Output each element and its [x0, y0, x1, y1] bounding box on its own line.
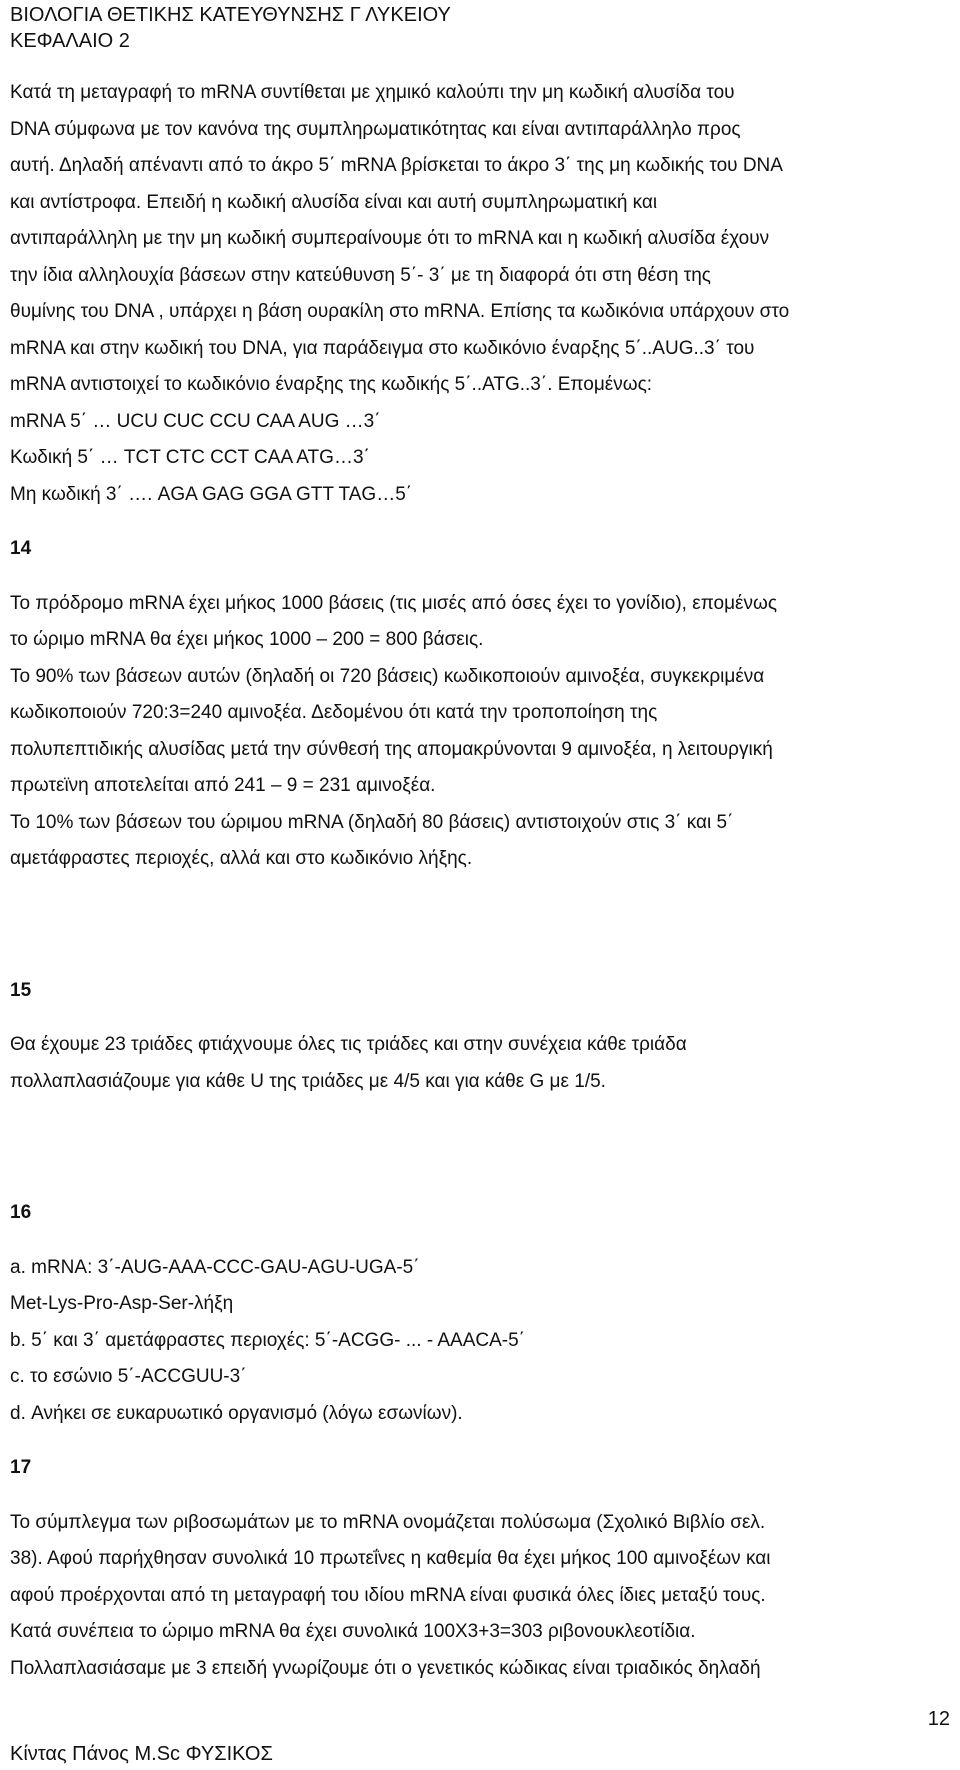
sequence-line-noncoding: Μη κωδική 3΄ …. AGA GAG GGA GTT TAG…5΄: [10, 483, 413, 505]
section-heading-17: 17: [10, 1457, 32, 1478]
section-heading-15: 15: [10, 979, 32, 1001]
text-line: αμετάφραστες περιοχές, αλλά και στο κωδικόνιο λήξης.: [10, 848, 473, 869]
text-line: DNA σύμφωνα με τον κανόνα της συμπληρωματικότητας και είναι αντιπαράλληλο προς: [10, 118, 741, 140]
text-line: Θα έχουμε 23 τριάδες φτιάχνουμε όλες τις τριάδες και στην συνέχεια κάθε τριάδα: [10, 1034, 687, 1055]
page-number: 12: [927, 1708, 950, 1730]
text-line: Πολλαπλασιάσαμε με 3 επειδή γνωρίζουμε ότι ο γενετικός κώδικας είναι τριαδικός δηλαδή: [10, 1657, 761, 1679]
page-header: [10, 2, 451, 54]
section-heading-14: 14: [10, 538, 32, 559]
document-body: [10, 75, 950, 1687]
text-line: Κατά συνέπεια το ώριμο mRNA θα έχει συνολικά 100Χ3+3=303 ριβονουκλεοτίδια.: [10, 1621, 696, 1642]
text-line: πρωτεϊνη αποτελείται από 241 – 9 = 231 αμινοξέα.: [10, 775, 436, 796]
text-line: πολυπεπτιδικής αλυσίδας μετά την σύνθεσή της απομακρύνονται 9 αμινοξέα, η λειτουργική: [10, 738, 773, 760]
text-line: Το 90% των βάσεων αυτών (δηλαδή οι 720 βάσεις) κωδικοποιούν αμινοξέα, συγκεκριμένα: [10, 665, 765, 687]
text-line: και αντίστροφα. Επειδή η κωδική αλυσίδα είναι και αυτή συμπληρωματική και: [10, 191, 658, 213]
text-line: πολλαπλασιάζουμε για κάθε U της τριάδες με 4/5 και για κάθε G με 1/5.: [10, 1070, 606, 1092]
text-line: Το σύμπλεγμα των ριβοσωμάτων με το mRNA ονομάζεται πολύσωμα (Σχολικό Βιβλίο σελ.: [10, 1511, 766, 1533]
section-17-body: [10, 1505, 950, 1688]
text-line: mRNA και στην κωδική του DNA, για παράδειγμα στο κωδικόνιο έναρξης 5΄..AUG..3΄ του: [10, 337, 755, 359]
text-line: Κατά τη μεταγραφή το mRNA συντίθεται με χημικό καλούπι την μη κωδική αλυσίδα του: [10, 82, 735, 103]
intro-paragraph: [10, 75, 950, 513]
section-16-body: [10, 1250, 950, 1433]
section-14-body: [10, 586, 950, 878]
text-line: Το πρόδρομο mRNA έχει μήκος 1000 βάσεις (τις μισές από όσες έχει το γονίδιο), επομένως: [10, 592, 778, 614]
page-footer: Κίντας Πάνος M.Sc ΦΥΣΙΚΟΣ: [10, 1743, 273, 1765]
sequence-line-coding: Κωδική 5΄ … TCT CTC CCT CAA ATG…3΄: [10, 447, 370, 468]
text-line: b. 5΄ και 3΄ αμετάφραστες περιοχές: 5΄-ACGG- ... - AAACA-5΄: [10, 1329, 526, 1351]
text-line: Το 10% των βάσεων του ώριμου mRNA (δηλαδή 80 βάσεις) αντιστοιχούν στις 3΄ και 5΄: [10, 811, 734, 833]
text-line: c. το εσώνιο 5΄-ACCGUU-3΄: [10, 1366, 247, 1387]
sequence-line-mrna: mRNA 5΄ … UCU CUC CCU CAA AUG …3΄: [10, 410, 381, 432]
text-line: αφού προέρχονται από τη μεταγραφή του ιδίου mRNA είναι φυσικά όλες ίδιες μεταξύ τους.: [10, 1584, 766, 1606]
text-line: το ώριμο mRNA θα έχει μήκος 1000 – 200 = 800 βάσεις.: [10, 629, 484, 650]
text-line: d. Ανήκει σε ευκαρυωτικό οργανισμό (λόγω εσωνίων).: [10, 1402, 463, 1424]
section-heading-16: 16: [10, 1202, 32, 1223]
text-line: Met-Lys-Pro-Asp-Ser-λήξη: [10, 1293, 234, 1314]
text-line: a. mRNA: 3΄-AUG-AAA-CCC-GAU-AGU-UGA-5΄: [10, 1256, 420, 1278]
text-line: αυτή. Δηλαδή απέναντι από το άκρο 5΄ mRNA βρίσκεται το άκρο 3΄ της μη κωδικής του DNA: [10, 155, 783, 176]
text-line: την ίδια αλληλουχία βάσεων στην κατεύθυνση 5΄- 3΄ με τη διαφορά ότι στη θέση της: [10, 264, 711, 286]
text-line: αντιπαράλληλη με την μη κωδική συμπεραίνουμε ότι το mRNA και η κωδική αλυσίδα έχουν: [10, 228, 770, 249]
header-subject: ΒΙΟΛΟΓΙΑ ΘΕΤΙΚΗΣ ΚΑΤΕΥΘΥΝΣΗΣ Γ ΛΥΚΕΙΟΥ: [10, 4, 451, 26]
text-line: θυμίνης του DNA , υπάρχει η βάση ουρακίλη στο mRNA. Επίσης τα κωδικόνια υπάρχουν στο: [10, 301, 790, 322]
text-line: mRNA αντιστοιχεί το κωδικόνιο έναρξης της κωδικής 5΄..ATG..3΄. Επομένως:: [10, 374, 653, 395]
header-chapter: ΚΕΦΑΛΑΙΟ 2: [10, 30, 130, 52]
section-15-body: [10, 1027, 950, 1100]
text-line: κωδικοποιούν 720:3=240 αμινοξέα. Δεδομένου ότι κατά την τροποποίηση της: [10, 702, 658, 723]
text-line: 38). Αφού παρήχθησαν συνολικά 10 πρωτεΐνες η καθεμία θα έχει μήκος 100 αμινοξέων και: [10, 1548, 771, 1569]
